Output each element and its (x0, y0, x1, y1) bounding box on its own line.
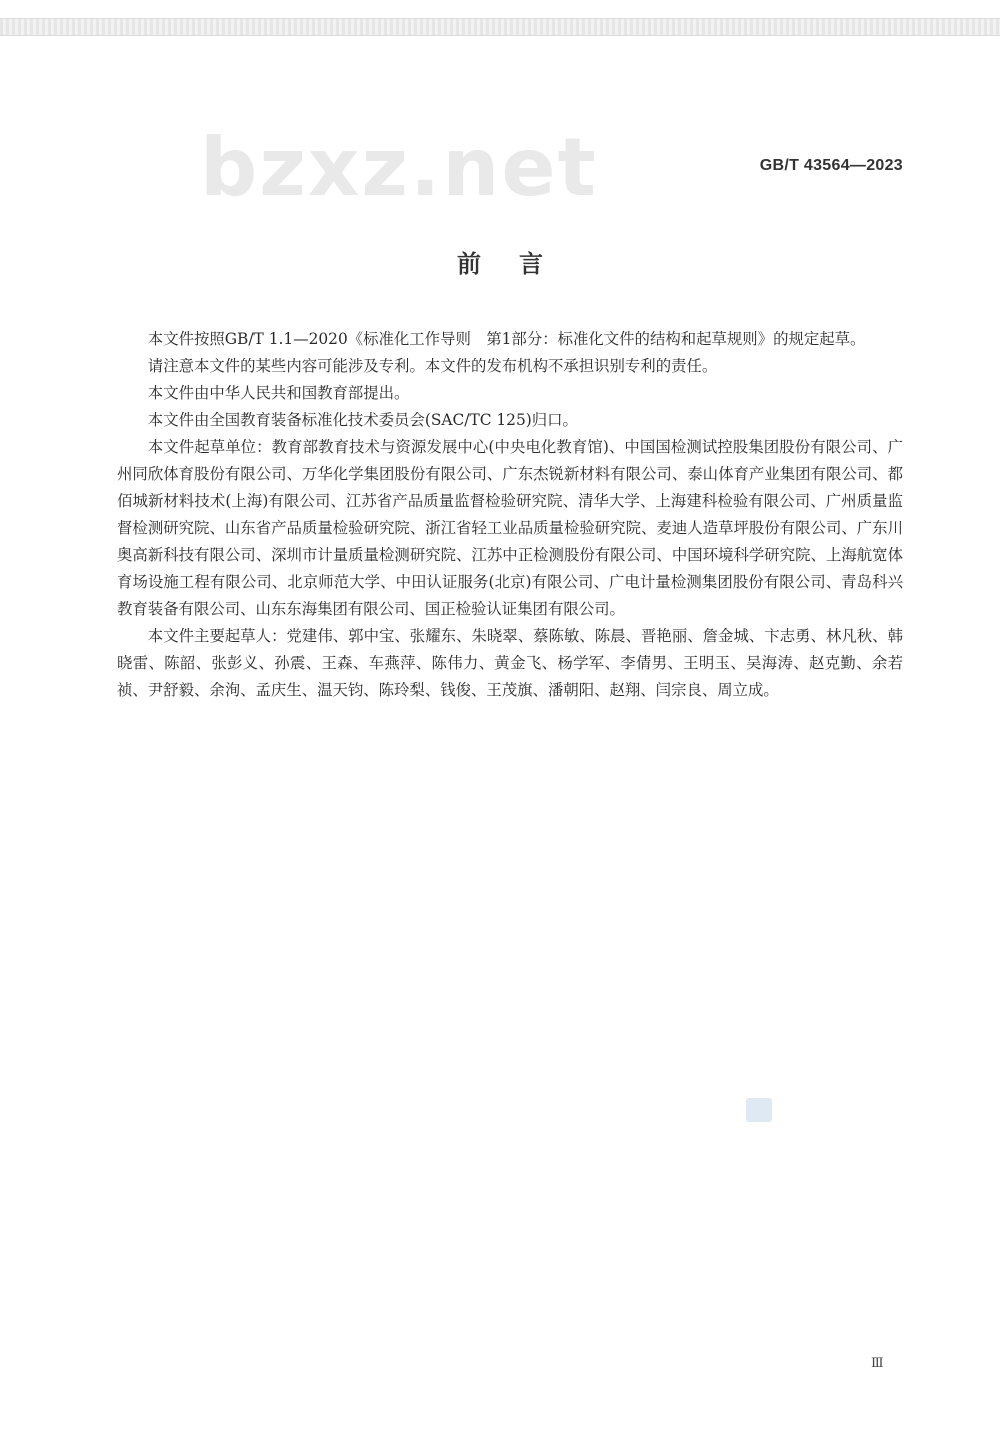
paragraph-technical-committee: 本文件由全国教育装备标准化技术委员会(SAC/TC 125)归口。 (147, 411, 578, 429)
standard-code: GB/T 43564—2023 (759, 157, 903, 174)
page-number: Ⅲ (871, 1356, 884, 1371)
preface-body (117, 326, 903, 704)
site-watermark: bzxz.net (200, 121, 598, 214)
paragraph-proposer: 本文件由中华人民共和国教育部提出。 (147, 384, 410, 402)
paragraph-patent-notice: 请注意本文件的某些内容可能涉及专利。本文件的发布机构不承担识别专利的责任。 (147, 357, 718, 375)
sac-logo-icon (746, 1098, 772, 1122)
paragraph-drafting-rules: 本文件按照GB/T 1.1—2020《标准化工作导则 第1部分：标准化文件的结构和起草规则》的规定起草。 (147, 330, 866, 348)
paragraph-drafting-units: 本文件起草单位：教育部教育技术与资源发展中心(中央电化教育馆)、中国国检测试控股集团股份有限公司、广州同欣体育股份有限公司、万华化学集团股份有限公司、广东杰锐新材料有限公司、泰山体育产业集团有限公司、都佰城新材料技术(上海)有限公司、江苏省产品质量监督检验研究院、清华大学、上海建科检验有限公司、广州质量监督检测研究院、山东省产品质量检验研究院、浙江省轻工业品质量检验研究院、麦迪人造草坪股份有限公司、广东川奥高新科技有限公司、深圳市计量质量检测研究院、江苏中正检测股份有限公司、中国环境科学研究院、上海航宽体育场设施工程有限公司、北京师范大学、中田认证服务(北京)有限公司、广电计量检测集团股份有限公司、青岛科兴教育装备有限公司、山东东海集团有限公司、国正检验认证集团有限公司。 (117, 438, 903, 618)
paragraph-main-drafters: 本文件主要起草人：党建伟、郭中宝、张耀东、朱晓翠、蔡陈敏、陈晨、晋艳丽、詹金城、卞志勇、林凡秋、韩晓雷、陈韶、张彭义、孙震、王森、车燕萍、陈伟力、黄金飞、杨学军、李倩男、王明玉、吴海涛、赵克勤、余若祯、尹舒毅、余洵、孟庆生、温天钧、陈玲梨、钱俊、王茂旗、潘朝阳、赵翔、闫宗良、周立成。 (117, 627, 903, 699)
top-scan-strip (0, 18, 1000, 36)
page-title: 前言 (457, 250, 581, 278)
